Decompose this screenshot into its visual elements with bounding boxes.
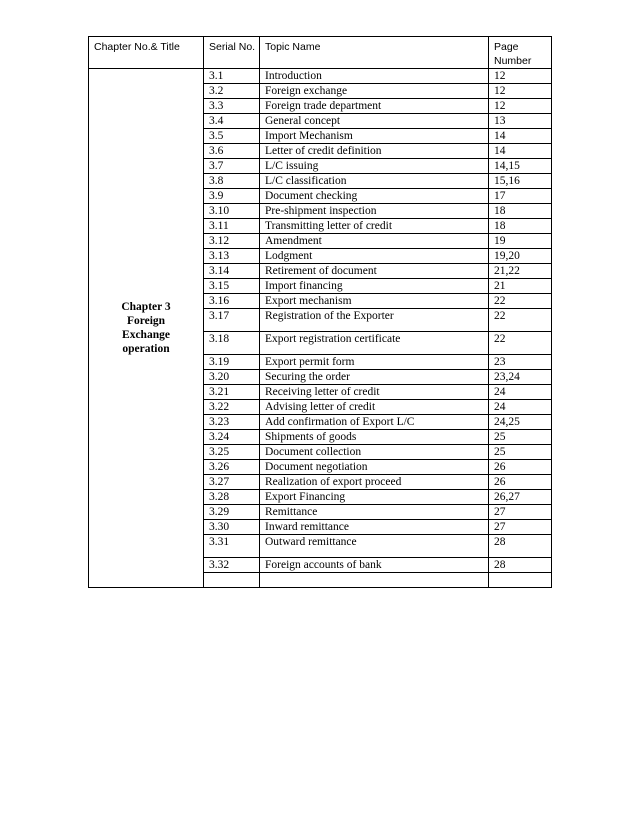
serial-cell: 3.29 xyxy=(204,505,260,520)
page-cell: 22 xyxy=(489,332,552,355)
topic-cell: Document negotiation xyxy=(260,460,489,475)
serial-cell: 3.7 xyxy=(204,159,260,174)
serial-cell: 3.11 xyxy=(204,219,260,234)
page-cell: 21 xyxy=(489,279,552,294)
page-cell: 26 xyxy=(489,475,552,490)
serial-cell: 3.19 xyxy=(204,355,260,370)
page-cell: 18 xyxy=(489,219,552,234)
serial-cell: 3.25 xyxy=(204,445,260,460)
serial-cell: 3.23 xyxy=(204,415,260,430)
topic-cell: Receiving letter of credit xyxy=(260,385,489,400)
page-cell: 26,27 xyxy=(489,490,552,505)
serial-cell: 3.6 xyxy=(204,144,260,159)
page-cell: 18 xyxy=(489,204,552,219)
page-cell: 25 xyxy=(489,430,552,445)
topic-cell: Amendment xyxy=(260,234,489,249)
serial-cell: 3.26 xyxy=(204,460,260,475)
serial-cell: 3.1 xyxy=(204,69,260,84)
topic-cell: Document collection xyxy=(260,445,489,460)
page-cell: 23,24 xyxy=(489,370,552,385)
topic-cell: Export registration certificate xyxy=(260,332,489,355)
serial-cell: 3.22 xyxy=(204,400,260,415)
serial-cell: 3.28 xyxy=(204,490,260,505)
page-cell: 22 xyxy=(489,294,552,309)
page-cell: 14 xyxy=(489,129,552,144)
topic-cell: Registration of the Exporter xyxy=(260,309,489,332)
serial-cell: 3.14 xyxy=(204,264,260,279)
topic-cell: Foreign trade department xyxy=(260,99,489,114)
topic-cell: Export Financing xyxy=(260,490,489,505)
topic-cell: Add confirmation of Export L/C xyxy=(260,415,489,430)
header-chapter: Chapter No.& Title xyxy=(89,37,204,69)
serial-cell: 3.17 xyxy=(204,309,260,332)
topic-cell: Import financing xyxy=(260,279,489,294)
page-cell: 19,20 xyxy=(489,249,552,264)
serial-cell: 3.8 xyxy=(204,174,260,189)
page-cell: 24 xyxy=(489,400,552,415)
topic-cell: Advising letter of credit xyxy=(260,400,489,415)
empty-cell xyxy=(489,573,552,588)
serial-cell: 3.18 xyxy=(204,332,260,355)
serial-cell: 3.2 xyxy=(204,84,260,99)
serial-cell: 3.13 xyxy=(204,249,260,264)
chapter-title-line: Chapter 3 xyxy=(121,301,171,313)
topic-cell: L/C classification xyxy=(260,174,489,189)
chapter-title xyxy=(89,69,204,588)
table-of-contents xyxy=(88,36,552,588)
empty-cell xyxy=(260,573,489,588)
empty-cell xyxy=(204,573,260,588)
topic-cell: Letter of credit definition xyxy=(260,144,489,159)
page-cell: 13 xyxy=(489,114,552,129)
header-page: Page Number xyxy=(489,37,552,69)
topic-cell: Foreign exchange xyxy=(260,84,489,99)
serial-cell: 3.16 xyxy=(204,294,260,309)
serial-cell: 3.4 xyxy=(204,114,260,129)
serial-cell: 3.27 xyxy=(204,475,260,490)
topic-cell: Import Mechanism xyxy=(260,129,489,144)
chapter-title-line: Exchange xyxy=(122,329,170,341)
page-cell: 25 xyxy=(489,445,552,460)
header-topic: Topic Name xyxy=(260,37,489,69)
topic-cell: Shipments of goods xyxy=(260,430,489,445)
table-row xyxy=(89,69,552,84)
serial-cell: 3.12 xyxy=(204,234,260,249)
page-cell: 28 xyxy=(489,535,552,558)
topic-cell: Remittance xyxy=(260,505,489,520)
topic-cell: General concept xyxy=(260,114,489,129)
page-cell: 19 xyxy=(489,234,552,249)
page-cell: 14,15 xyxy=(489,159,552,174)
page-cell: 12 xyxy=(489,84,552,99)
page-cell: 27 xyxy=(489,505,552,520)
serial-cell: 3.5 xyxy=(204,129,260,144)
topic-cell: Foreign accounts of bank xyxy=(260,558,489,573)
topic-cell: Outward remittance xyxy=(260,535,489,558)
topic-cell: Export mechanism xyxy=(260,294,489,309)
page-cell: 12 xyxy=(489,69,552,84)
topic-cell: Lodgment xyxy=(260,249,489,264)
page-cell: 26 xyxy=(489,460,552,475)
topic-cell: Realization of export proceed xyxy=(260,475,489,490)
topic-cell: Export permit form xyxy=(260,355,489,370)
serial-cell: 3.10 xyxy=(204,204,260,219)
page-cell: 24,25 xyxy=(489,415,552,430)
topic-cell: L/C issuing xyxy=(260,159,489,174)
serial-cell: 3.15 xyxy=(204,279,260,294)
serial-cell: 3.21 xyxy=(204,385,260,400)
topic-cell: Inward remittance xyxy=(260,520,489,535)
page-cell: 14 xyxy=(489,144,552,159)
serial-cell: 3.20 xyxy=(204,370,260,385)
serial-cell: 3.3 xyxy=(204,99,260,114)
page-cell: 23 xyxy=(489,355,552,370)
serial-cell: 3.9 xyxy=(204,189,260,204)
page-cell: 27 xyxy=(489,520,552,535)
page-cell: 28 xyxy=(489,558,552,573)
page-cell: 24 xyxy=(489,385,552,400)
topic-cell: Pre-shipment inspection xyxy=(260,204,489,219)
topic-cell: Securing the order xyxy=(260,370,489,385)
page-cell: 15,16 xyxy=(489,174,552,189)
page-cell: 22 xyxy=(489,309,552,332)
header-serial: Serial No. xyxy=(204,37,260,69)
chapter-title-line: Foreign xyxy=(126,315,166,327)
page-cell: 12 xyxy=(489,99,552,114)
serial-cell: 3.31 xyxy=(204,535,260,558)
header-row xyxy=(89,37,552,69)
topic-cell: Introduction xyxy=(260,69,489,84)
serial-cell: 3.30 xyxy=(204,520,260,535)
chapter-title-line: operation xyxy=(122,343,170,355)
page-cell: 21,22 xyxy=(489,264,552,279)
toc-body xyxy=(89,69,552,588)
serial-cell: 3.32 xyxy=(204,558,260,573)
serial-cell: 3.24 xyxy=(204,430,260,445)
topic-cell: Document checking xyxy=(260,189,489,204)
topic-cell: Transmitting letter of credit xyxy=(260,219,489,234)
topic-cell: Retirement of document xyxy=(260,264,489,279)
page-cell: 17 xyxy=(489,189,552,204)
